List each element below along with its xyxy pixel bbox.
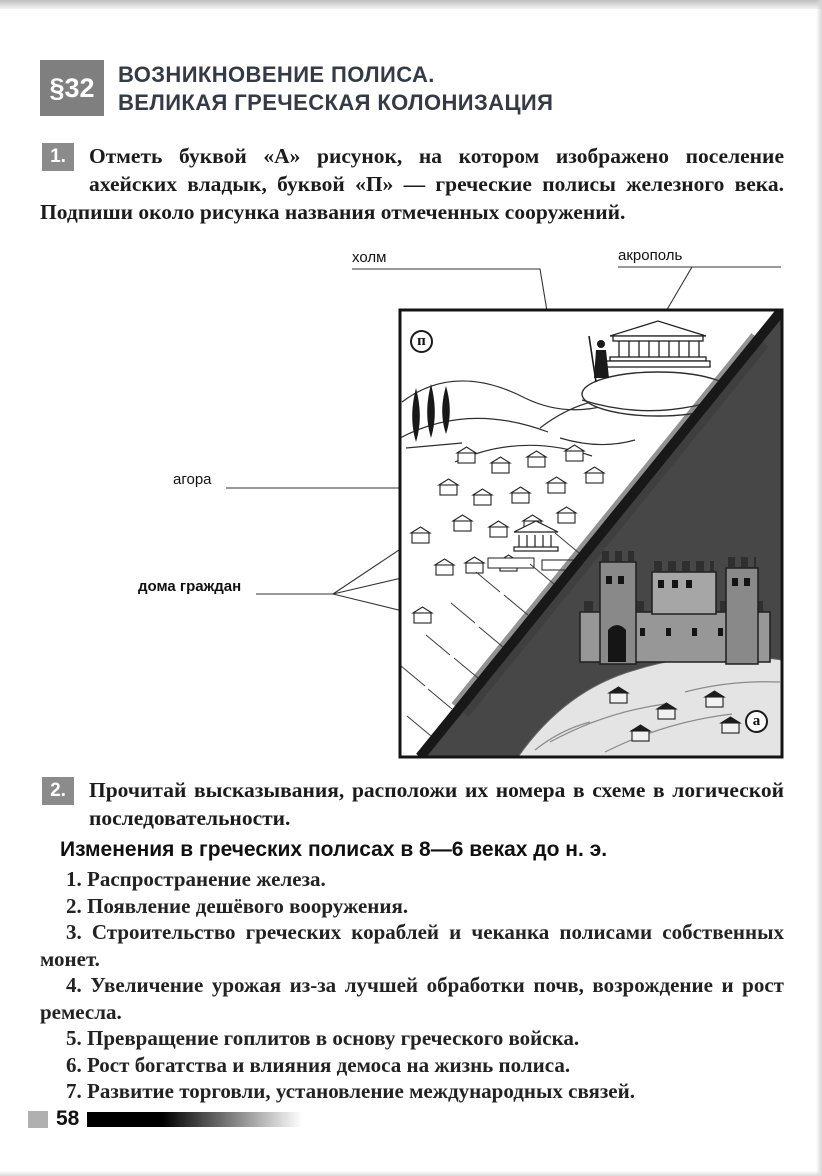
task-2 xyxy=(40,776,784,832)
figure-label-hill: холм xyxy=(352,249,387,266)
chapter-title-line1: ВОЗНИКНОВЕНИЕ ПОЛИСА. xyxy=(118,62,435,87)
task-2-number-badge: 2. xyxy=(42,777,74,805)
scheme-heading: Изменения в греческих полисах в 8—6 веках до н. э. xyxy=(60,838,608,861)
scan-edge-top xyxy=(0,0,822,9)
page-footer xyxy=(28,1107,302,1131)
statement-item-4: 4. Увеличение урожая из-за лучшей обработки почв, возрождение и рост ремесла. xyxy=(40,973,785,1024)
statement-item-6: 6. Рост богатства и влияния демоса на жизнь полиса. xyxy=(66,1052,571,1077)
scan-edge-bottom xyxy=(0,1171,822,1176)
statement-item-7: 7. Развитие торговли, установление международных связей. xyxy=(66,1079,635,1103)
statement-item-3: 3. Строительство греческих кораблей и чеканка полисами собственных монет. xyxy=(40,920,784,971)
statements-list xyxy=(40,866,784,1105)
picture-content xyxy=(400,310,782,757)
chapter-title-line2: ВЕЛИКАЯ ГРЕЧЕСКАЯ КОЛОНИЗАЦИЯ xyxy=(118,90,554,115)
statement-item-2: 2. Появление дешёвого вооружения. xyxy=(66,893,409,918)
figure-label-citizen-houses: дома граждан xyxy=(138,578,242,595)
footer-bar xyxy=(87,1112,302,1127)
figure-label-acropolis: акрополь xyxy=(618,247,683,264)
marker-achaean: а xyxy=(745,710,768,733)
statement-item-1: 1. Распространение железа. xyxy=(66,867,326,891)
task-1 xyxy=(40,142,784,226)
task-1-number-badge: 1. xyxy=(42,143,74,171)
page-number: 58 xyxy=(56,1107,80,1130)
task-1-figure xyxy=(40,245,784,765)
chapter-title xyxy=(118,61,553,117)
figure-label-agora: агора xyxy=(173,471,212,488)
chapter-header xyxy=(40,60,553,117)
statement-item-5: 5. Превращение гоплитов в основу греческого войска. xyxy=(66,1026,580,1050)
marker-polis: п xyxy=(410,330,433,353)
section-number-badge: §32 xyxy=(40,60,104,116)
page-edge-tab xyxy=(28,1111,48,1128)
scan-edge-right xyxy=(816,0,822,1176)
task-1-text: Отметь буквой «А» рисунок, на котором изображено поселение ахейских владык, буквой «П» — греческие полисы железного века. Подпиши около рисунка названия отмеченных сооружений. xyxy=(40,144,784,224)
task-2-text: Прочитай высказывания, расположи их номера в схеме в логической последовательности. xyxy=(89,778,784,830)
figure-illustration xyxy=(40,245,784,765)
